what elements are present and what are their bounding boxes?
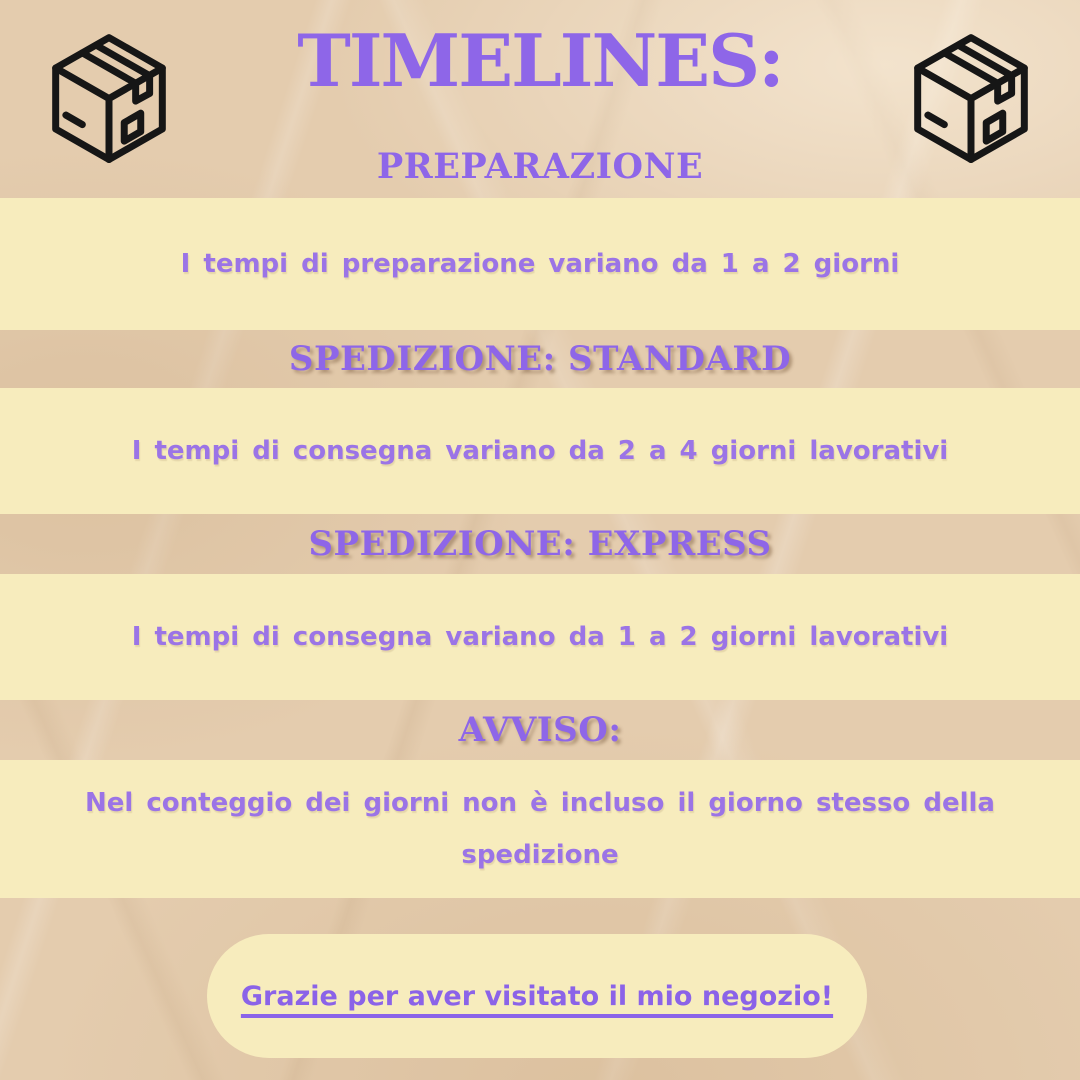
page-title: TIMELINES: [297, 18, 783, 103]
standard-text: I tempi di consegna variano da 2 a 4 giorni lavorativi [131, 436, 949, 466]
thank-you-pill [207, 934, 867, 1058]
section-heading-avviso: AVVISO: [458, 710, 622, 750]
section-heading-standard: SPEDIZIONE: STANDARD [288, 339, 792, 379]
thank-you-link[interactable]: Grazie per aver visitato il mio negozio! [240, 980, 834, 1012]
band-preparazione-body [0, 198, 1080, 330]
band-express-body [0, 574, 1080, 700]
band-spedizione-express [0, 514, 1080, 574]
poster-header [0, 0, 1080, 198]
band-spedizione-standard [0, 330, 1080, 388]
band-avviso [0, 700, 1080, 760]
avviso-text: Nel conteggio dei giorni non è incluso il giorno stesso della spedizione [85, 788, 995, 870]
band-standard-body [0, 388, 1080, 514]
band-avviso-body [0, 760, 1080, 898]
section-heading-express: SPEDIZIONE: EXPRESS [308, 524, 772, 564]
section-heading-preparazione: PREPARAZIONE [376, 146, 704, 187]
poster-footer [0, 898, 1080, 1080]
express-text: I tempi di consegna variano da 1 a 2 giorni lavorativi [131, 622, 949, 652]
preparazione-text: I tempi di preparazione variano da 1 a 2 giorni [180, 249, 900, 279]
